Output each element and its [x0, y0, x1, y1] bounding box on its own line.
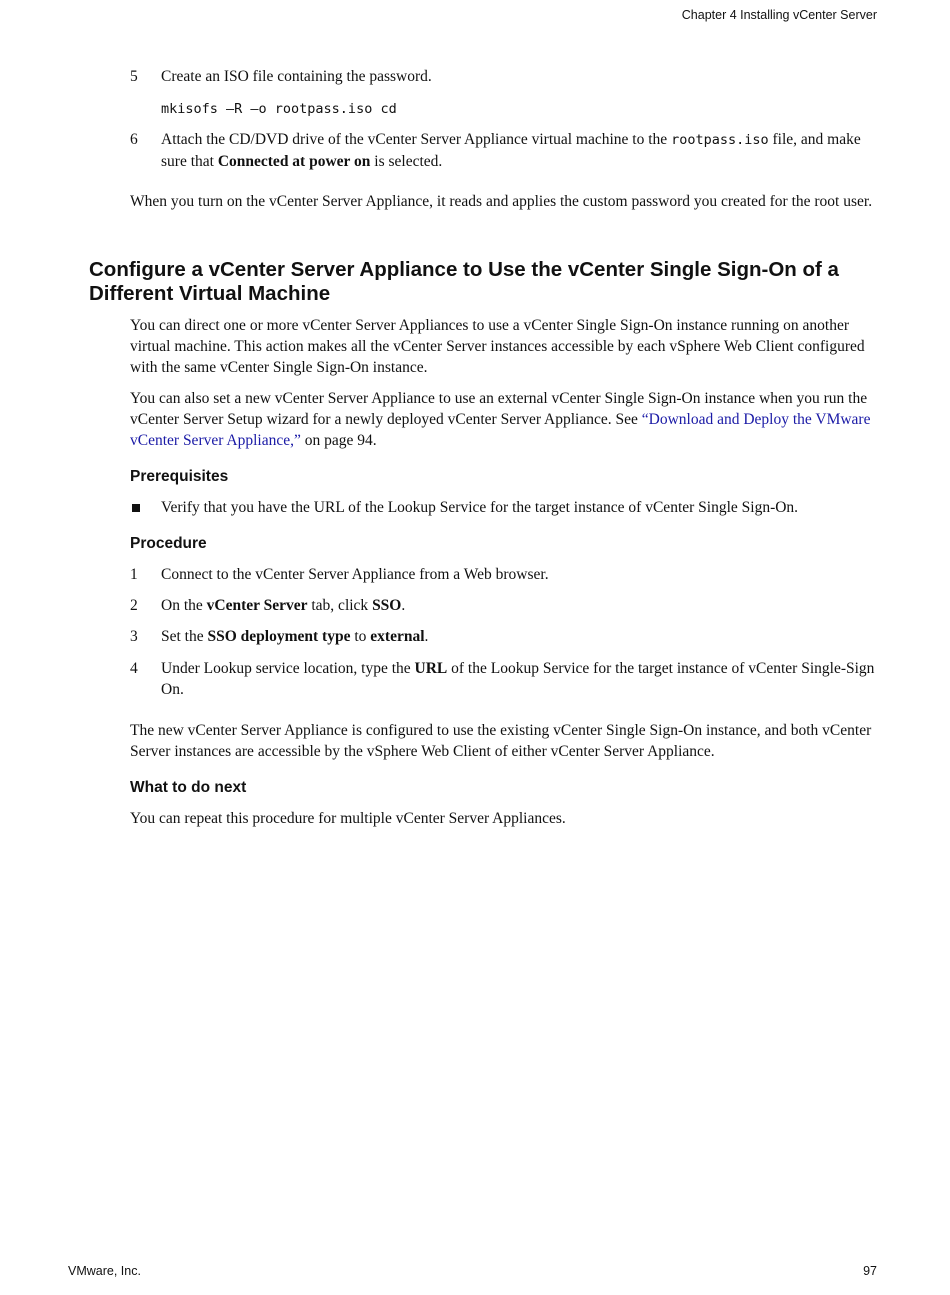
procedure-heading: Procedure: [130, 535, 207, 552]
step-number: 3: [130, 628, 138, 645]
step-text: [161, 658, 881, 700]
step-text-part: is selected.: [370, 153, 443, 170]
next-heading: What to do next: [130, 779, 247, 796]
ui-label: SSO: [372, 597, 402, 614]
footer-company: VMware, Inc.: [68, 1264, 141, 1278]
step-text-part: .: [401, 597, 406, 614]
prerequisite-item: Verify that you have the URL of the Lookup Service for the target instance of vCenter Single Sign-On.: [161, 499, 799, 516]
step-text-part: of the Lookup Service for the target instance of vCenter Single-Sign On.: [161, 660, 875, 698]
step-text-part: Under Lookup service location, type the: [161, 660, 415, 677]
step-text-part: On the: [161, 597, 207, 614]
inline-code: rootpass.iso: [671, 132, 769, 148]
cross-reference-link[interactable]: “Download and Deploy the VMware vCenter Server Appliance,”: [130, 411, 871, 449]
intro-text: You can also set a new vCenter Server Appliance to use an external vCenter Single Sign-On instance when you run the vCenter Server Setup wizard for a newly deployed vCenter Server Appliance. See: [130, 390, 868, 428]
step-text: [161, 626, 881, 647]
bullet-icon: [132, 504, 140, 512]
step-number: 5: [130, 68, 138, 85]
running-header: Chapter 4 Installing vCenter Server: [681, 8, 877, 22]
code-line: mkisofs –R –o rootpass.iso cd: [161, 101, 397, 117]
step-text: [161, 129, 881, 172]
prerequisites-heading: Prerequisites: [130, 468, 229, 485]
step-text-part: Set the: [161, 628, 208, 645]
ui-label: URL: [414, 660, 448, 677]
step-number: 4: [130, 660, 138, 677]
ui-label: vCenter Server: [206, 597, 308, 614]
step-text: [161, 595, 881, 616]
result-paragraph: When you turn on the vCenter Server Appliance, it reads and applies the custom password you created for the root user.: [130, 193, 873, 210]
intro-paragraph: [130, 388, 880, 451]
outcome-paragraph: The new vCenter Server Appliance is configured to use the existing vCenter Single Sign-On instance, and both vCenter Server instances are accessible by the vSphere Web Client of either vCenter Server Appliance.: [130, 722, 872, 760]
step-text-part: to: [350, 628, 371, 645]
section-title: Configure a vCenter Server Appliance to Use the vCenter Single Sign-On of a Different Virtual Machine: [89, 258, 839, 305]
next-paragraph: You can repeat this procedure for multiple vCenter Server Appliances.: [130, 810, 566, 827]
ui-label: Connected at power on: [217, 153, 371, 170]
step-number: 2: [130, 597, 138, 614]
step-text-part: file, and make sure that: [161, 131, 861, 170]
intro-paragraph: You can direct one or more vCenter Server Appliances to use a vCenter Single Sign-On instance running on another virtual machine. This action makes all the vCenter Server instances accessible by each vSphere Web Client configured with the same vCenter Single Sign-On instance.: [130, 317, 865, 376]
step-number: 1: [130, 566, 138, 583]
ui-label: SSO deployment type: [207, 628, 351, 645]
ui-label: external: [370, 628, 425, 645]
page-number: 97: [863, 1264, 877, 1278]
step-number: 6: [130, 131, 138, 148]
step-text: Create an ISO file containing the password.: [161, 68, 432, 85]
step-text-part: .: [424, 628, 429, 645]
step-text-part: Attach the CD/DVD drive of the vCenter Server Appliance virtual machine to the: [161, 131, 672, 148]
step-text-part: tab, click: [307, 597, 373, 614]
intro-text: on page 94.: [300, 432, 377, 449]
step-text: Connect to the vCenter Server Appliance from a Web browser.: [161, 566, 549, 583]
